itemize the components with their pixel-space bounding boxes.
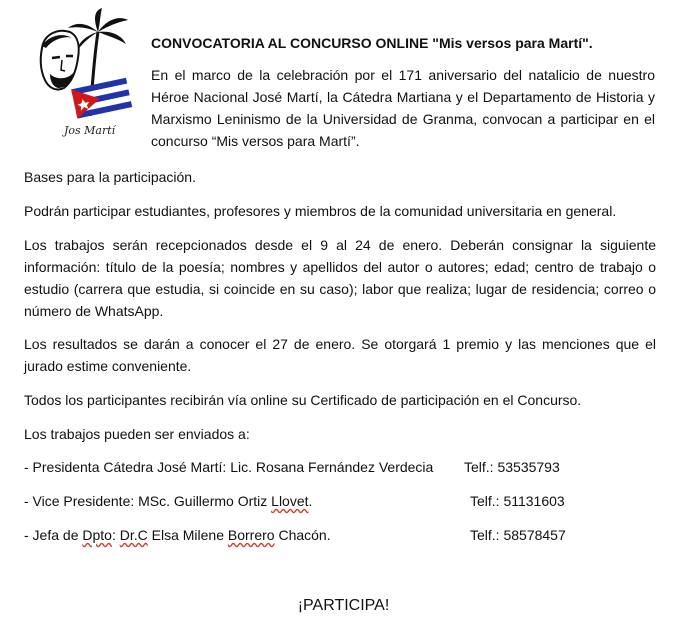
intro-paragraph: En el marco de la celebración por el 171 aniversario del natalicio de nuestro Héroe Nacional José Martí, la Cátedra Martiana y el Departamento de Historia y Marxismo Leninismo de la Universidad de Granma, convocan a participar en el concurso “Mis versos para Martí”. — [151, 67, 655, 149]
marti-portrait-icon — [28, 8, 138, 140]
results-paragraph: Los resultados se darán a conocer el 27 de enero. Se otorgará 1 premio y las menciones que el jurado estime conveniente. — [24, 336, 656, 374]
contact-name: - Presidenta Cátedra José Martí: Lic. Rosana Fernández Verdecia — [24, 459, 434, 475]
logo-signature: Jos Martí — [64, 124, 116, 137]
page-title: CONVOCATORIA AL CONCURSO ONLINE "Mis versos para Martí". — [151, 35, 593, 51]
jose-marti-logo — [28, 8, 138, 140]
submission-paragraph: Los trabajos serán recepcionados desde el 9 al 24 de enero. Deberán consignar la siguiente información: título de la poesía; nombres y apellidos del autor o autores; edad; centro de trabajo o estudio (carrera que estudia, si coincide en su caso); labor que realiza; lugar de residencia; correo o número de WhatsApp. — [24, 237, 656, 319]
contact-name: - Vice Presidente: MSc. Guillermo Ortiz Llovet. — [24, 493, 313, 509]
eligibility-paragraph: Podrán participar estudiantes, profesores y miembros de la comunidad universitaria en general. — [24, 203, 617, 219]
certificate-paragraph: Todos los participantes recibirán vía online su Certificado de participación en el Concurso. — [24, 392, 582, 408]
contact-row — [24, 527, 664, 547]
contact-phone: Telf.: 58578457 — [470, 527, 566, 543]
bases-heading: Bases para la participación. — [24, 169, 196, 185]
contact-row — [24, 493, 664, 513]
contact-row — [24, 459, 664, 479]
send-to-paragraph: Los trabajos pueden ser enviados a: — [24, 426, 250, 442]
contact-phone: Telf.: 51131603 — [470, 493, 565, 509]
contact-name: - Jefa de Dpto: Dr.C Elsa Milene Borrero Chacón. — [24, 527, 331, 543]
closing-call: ¡PARTICIPA! — [297, 597, 390, 614]
contact-phone: Telf.: 53535793 — [464, 459, 560, 475]
